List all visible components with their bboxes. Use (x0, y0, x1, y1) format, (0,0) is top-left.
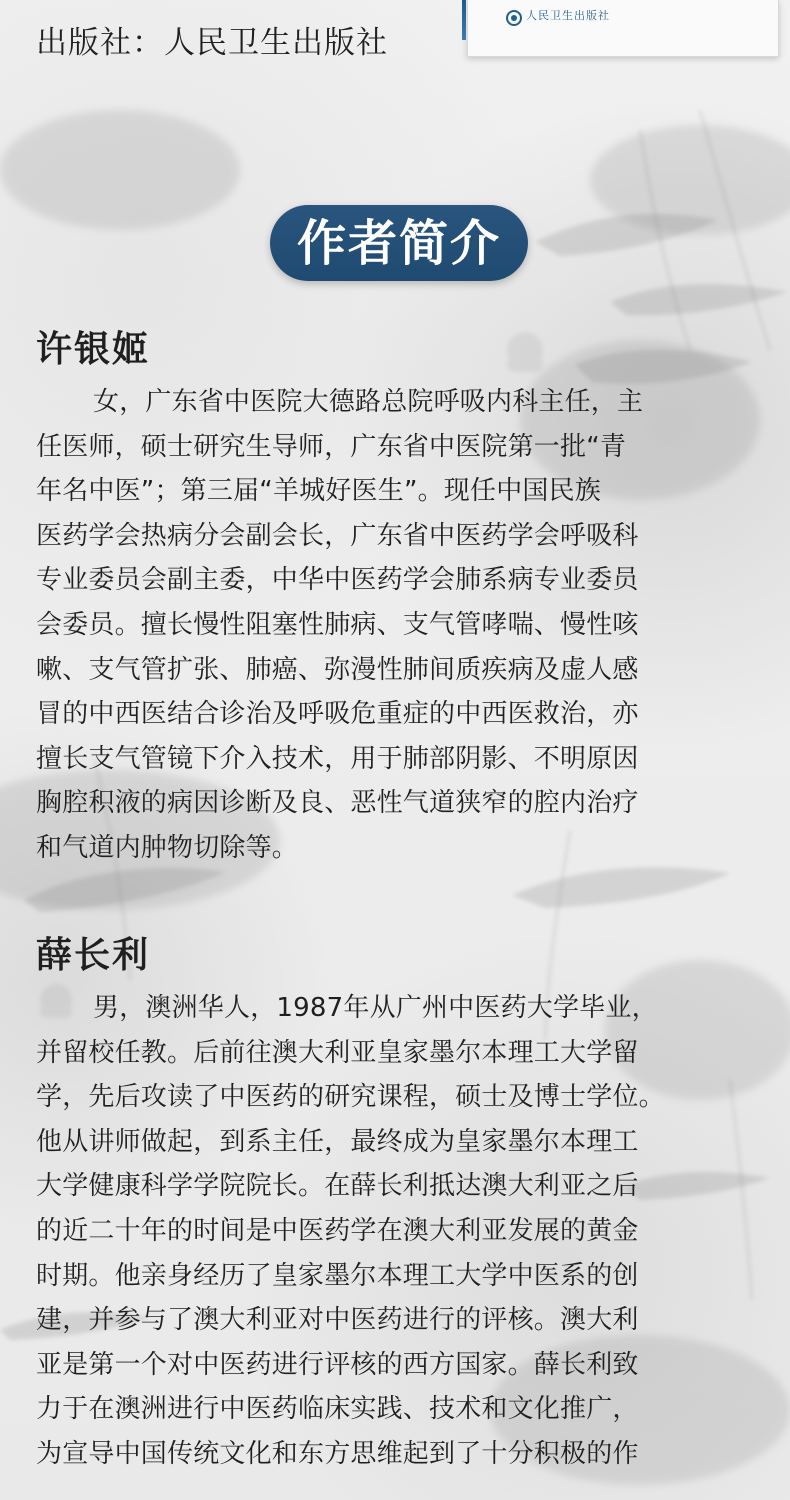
section-title: 作者简介 (296, 214, 501, 272)
author-bio-line: 嗽、支气管扩张、肺癌、弥漫性肺间质疾病及虚人感 (36, 654, 639, 685)
author-bio-line: 医药学会热病分会副会长，广东省中医药学会呼吸科 (36, 520, 639, 551)
author-bio-line: 建，并参与了澳大利亚对中医药进行的评核。澳大利 (36, 1305, 639, 1336)
author-name-1: 许银姬 (36, 329, 151, 370)
author-bio-line: 冒的中西医结合诊治及呼吸危重症的中西医救治，亦 (36, 699, 639, 730)
author-profile-2 (36, 936, 750, 1477)
author-bio-line: 的近二十年的时间是中医药学在澳大利亚发展的黄金 (36, 1215, 639, 1246)
author-bio-1 (36, 380, 750, 871)
book-snippet-label: 人民卫生出版社 (526, 9, 610, 22)
author-bio-line: 擅长支气管镜下介入技术，用于肺部阴影、不明原因 (36, 743, 639, 774)
publisher-text: 出版社：人民卫生出版社 (36, 25, 388, 61)
book-cover-snippet (467, 0, 779, 57)
author-profile-1 (36, 330, 750, 871)
author-bio-line: 并留校任教。后前往澳大利亚皇家墨尔本理工大学留 (36, 1037, 639, 1068)
section-title-badge (270, 205, 528, 281)
author-bio-line: 任医师，硕士研究生导师，广东省中医院第一批“青 (36, 431, 627, 462)
author-bio-line: 男，澳洲华人，1987年从广州中医药大学毕业， (93, 993, 658, 1023)
author-bio-line: 胸腔积液的病因诊断及良、恶性气道狭窄的腔内治疗 (36, 788, 639, 819)
author-bio-line: 和气道内肿物切除等。 (36, 832, 299, 863)
author-bio-2 (36, 986, 750, 1477)
author-bio-line: 学，先后攻读了中医药的研究课程，硕士及博士学位。 (36, 1082, 665, 1113)
author-bio-line: 时期。他亲身经历了皇家墨尔本理工大学中医系的创 (36, 1260, 639, 1291)
publisher-logo-icon (506, 10, 522, 26)
author-bio-line: 亚是第一个对中医药进行评核的西方国家。薛长利致 (36, 1349, 639, 1380)
book-spine-edge (462, 0, 466, 40)
author-bio-line: 女，广东省中医院大德路总院呼吸内科主任，主 (93, 387, 644, 417)
author-bio-line: 年名中医”；第三届“羊城好医生”。现任中国民族 (36, 476, 602, 507)
author-name-2: 薛长利 (36, 935, 151, 976)
author-bio-line: 力于在澳洲进行中医药临床实践、技术和文化推广， (36, 1394, 639, 1425)
author-bio-line: 为宣导中国传统文化和东方思维起到了十分积极的作 (36, 1438, 639, 1469)
author-bio-line: 大学健康科学学院院长。在薛长利抵达澳大利亚之后 (36, 1171, 639, 1202)
author-bio-line: 专业委员会副主委，中华中医药学会肺系病专业委员 (36, 565, 639, 596)
author-bio-line: 会委员。擅长慢性阻塞性肺病、支气管哮喘、慢性咳 (36, 609, 639, 640)
author-bio-line: 他从讲师做起，到系主任，最终成为皇家墨尔本理工 (36, 1126, 639, 1157)
